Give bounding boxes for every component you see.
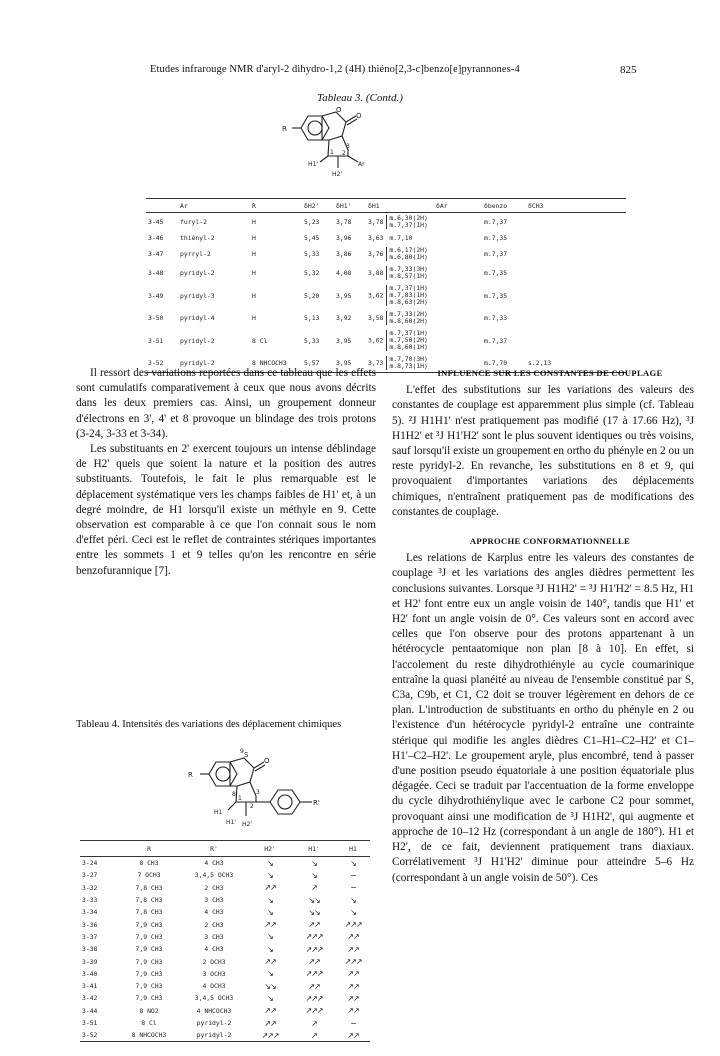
aryl-multiplets <box>386 215 427 229</box>
substituent-rp-cell: 3 OCH3 <box>202 969 226 978</box>
svg-text:O: O <box>264 757 270 765</box>
variation-h1p-cell: ↗↗↗ <box>305 993 323 1003</box>
aryl-multiplet: m.6,17(2H) <box>389 246 428 254</box>
aryl-cell: pyrryl-2 <box>180 250 211 258</box>
aryl-multiplet: m.6,30(2H) <box>389 214 428 223</box>
table-row <box>80 1017 370 1029</box>
table-row <box>146 264 626 283</box>
substituent-r-cell: 7,9 CH3 <box>135 957 163 966</box>
left-paragraph-2: Les substituants en 2' exercent toujours un intense déblindage de H2' quels que soient la nature et la position des autres substituants. Toutefois, le fait le plus remarquable est le déplacement systématique vers les champs faibles de H1' et, à un degré moindre, de H1 lorsqu'il existe un méthyle en 9. Cette observation est comparable à ce que l'on connait sous le nom d'effet péri. Ceci est le reflet de contraintes stériques importantes entre les sommets 1 et 9 telles qu'on les rencontre en série benzofurannique [7]. <box>76 443 376 577</box>
t3-col-ar: Ar <box>180 201 188 210</box>
shift-h2p-cell: 5,57 <box>304 358 320 367</box>
table-row <box>80 894 370 906</box>
shift-h1-cell <box>366 245 482 264</box>
variation-h1-cell: ↗↗ <box>347 932 359 942</box>
svg-text:O: O <box>356 112 362 120</box>
row-id: 3-36 <box>82 920 98 929</box>
substituent-rp-cell: 2 CH3 <box>204 883 224 892</box>
variation-h2p-cell: ↗↗ <box>264 957 276 967</box>
shift-h1-value: 3,62 <box>368 291 384 300</box>
aryl-cell: pyridyl-4 <box>180 314 215 322</box>
variation-h2p-cell: ↗↗ <box>264 883 276 893</box>
shift-h1-cell <box>366 309 482 328</box>
substituent-cell: H <box>252 250 256 258</box>
variation-h1p-cell: ↗↗ <box>308 957 320 967</box>
substituent-r-cell: 7,8 CH3 <box>135 896 163 905</box>
benzo-cell: m.7,35 <box>484 269 508 277</box>
variation-h1-cell: − <box>350 883 356 893</box>
row-id: 3-38 <box>82 945 98 954</box>
shift-h1-cell <box>366 232 482 245</box>
aryl-multiplet: m.7,50(2H) <box>389 336 428 344</box>
row-id: 3-41 <box>82 982 98 991</box>
substituent-cell: H <box>252 234 256 242</box>
variation-h2p-cell: ↗↗ <box>264 1006 276 1016</box>
table-row <box>80 1029 370 1042</box>
table-row <box>80 955 370 967</box>
ch3-cell: s.2,13 <box>528 358 552 367</box>
variation-h1-cell: ↗↗ <box>347 993 359 1003</box>
aryl-multiplet: m.7,10 <box>389 234 413 242</box>
variation-h1-cell: − <box>350 1018 356 1028</box>
shift-h2p-cell: 5,33 <box>304 336 320 345</box>
shift-h1-cell <box>366 264 482 283</box>
t3-col-r: R <box>252 201 256 210</box>
aryl-cell: pyridyl-2 <box>180 336 215 345</box>
aryl-multiplet: m.6,80(1H) <box>389 253 428 261</box>
row-id: 3-32 <box>82 883 98 892</box>
variation-h1-cell: ↗↗ <box>347 1006 359 1016</box>
t4-col-h1p: H1' <box>308 844 320 853</box>
shift-h1-value: 3,73 <box>368 358 384 367</box>
svg-text:S: S <box>244 751 249 759</box>
row-id: 3-39 <box>82 957 98 966</box>
shift-h1-value: 3,62 <box>368 336 384 345</box>
substituent-r-cell: 7,9 CH3 <box>135 969 163 978</box>
t4-label-r: R <box>188 771 193 779</box>
substituent-rp-cell: pyridyl-2 <box>196 1031 232 1040</box>
left-paragraph-1: Il ressort des variations reportées dans ce tableau que les effets sont cumulatifs comparativement à ceux que nous avons décrits dans les deux premiers cas. Ainsi, un groupement donneur d'électrons en 3', 4' et 8 provoque un blindage des trois protons (3-24, 3-33 et 3-34). <box>76 367 376 440</box>
table-row <box>80 906 370 918</box>
t4-col-h2p: H2' <box>264 844 276 853</box>
variation-h1-cell: ↘ <box>350 858 356 868</box>
table3-structure-diagram <box>272 104 402 184</box>
ch3-cell <box>526 283 626 309</box>
shift-h1-value: 3,63 <box>368 234 384 242</box>
t3-label-h2p: H2' <box>332 171 342 178</box>
aryl-multiplet: m.8,60(2H) <box>389 317 428 325</box>
substituent-rp-cell: 3,4,5 OCH3 <box>194 994 234 1003</box>
variation-h1-cell: ↗↗ <box>347 981 359 991</box>
substituent-rp-cell: 4 CH3 <box>204 908 224 917</box>
variation-h1-cell: ↗↗ <box>347 969 359 979</box>
t3-col-ar-shift: δAr <box>436 201 448 210</box>
variation-h1-cell: ↗↗↗ <box>344 957 362 967</box>
shift-h1p-cell: 3,78 <box>336 218 352 227</box>
substituent-rp-cell: 2 CH3 <box>204 920 224 929</box>
variation-h2p-cell: ↘ <box>267 895 273 905</box>
shift-h1-value: 3,78 <box>368 218 384 227</box>
section-title-couplage: INFLUENCE SUR LES CONSTANTES DE COUPLAGE <box>437 368 663 378</box>
variation-h2p-cell: ↘ <box>267 858 273 868</box>
shift-h1-value: 3,88 <box>368 269 384 277</box>
ch3-cell <box>526 264 626 283</box>
variation-h1p-cell: ↘ <box>311 870 317 880</box>
substituent-rp-cell: 3,4,5 OCH3 <box>194 871 234 880</box>
variation-h1-cell: ↗↗ <box>347 944 359 954</box>
benzo-cell: m.7,35 <box>484 291 508 300</box>
benzo-cell: m.7,37 <box>484 336 508 345</box>
variation-h1p-cell: ↘↘ <box>308 895 320 905</box>
aryl-multiplet: m.7,37(1H) <box>389 221 428 230</box>
row-id: 3-52 <box>82 1031 98 1040</box>
variation-h2p-cell: ↗↗ <box>264 1018 276 1028</box>
row-id: 3-51 <box>148 336 164 345</box>
t3-label-1: 1 <box>330 149 334 156</box>
table-row <box>80 943 370 955</box>
row-id: 3-47 <box>148 250 164 258</box>
benzo-cell: m.7,70 <box>484 358 508 367</box>
shift-h2p-cell: 5,23 <box>304 218 320 227</box>
aryl-cell: pyridyl-3 <box>180 291 215 300</box>
substituent-r-cell: 8 NO2 <box>139 1006 159 1015</box>
shift-h1p-cell: 3,95 <box>336 291 352 300</box>
row-id: 3-34 <box>82 908 98 917</box>
ch3-cell <box>526 213 626 232</box>
section-title-conformation: APPROCHE CONFORMATIONNELLE <box>469 536 631 547</box>
substituent-rp-cell: 4 CH3 <box>204 859 224 868</box>
table-row <box>80 857 370 870</box>
t4-label-h2p: H2' <box>242 821 252 828</box>
t4-col-rp: R' <box>210 844 218 853</box>
t4-label-h1: H1 <box>214 809 223 816</box>
shift-h1p-cell: 3,96 <box>336 234 352 242</box>
t4-label-2: 2 <box>250 803 254 810</box>
aryl-multiplet: m.7,83(1H) <box>389 291 428 299</box>
t3-label-2: 2 <box>342 150 346 157</box>
variation-h2p-cell: ↘↘ <box>264 981 276 991</box>
row-id: 3-51 <box>82 1019 98 1027</box>
t4-label-rp: R' <box>313 799 320 807</box>
row-id: 3-40 <box>82 969 98 978</box>
substituent-rp-cell: pyridyl-2 <box>196 1019 232 1027</box>
table-row <box>80 980 370 992</box>
aryl-multiplet: m.7,70(3H) <box>389 354 428 363</box>
t3-label-h1p: H1' <box>308 161 318 168</box>
substituent-rp-cell: 3 CH3 <box>204 932 224 941</box>
shift-h2p-cell: 5,45 <box>304 234 320 242</box>
shift-h1p-cell: 3,95 <box>336 358 352 367</box>
variation-h1p-cell: ↗↗ <box>308 981 320 991</box>
row-id: 3-45 <box>148 218 164 227</box>
substituent-cell: H <box>252 269 256 277</box>
variation-h1p-cell: ↗↗↗ <box>305 1006 323 1016</box>
variation-h1-cell: ↗↗↗ <box>344 920 362 930</box>
ch3-cell <box>526 232 626 245</box>
row-id: 3-42 <box>82 994 98 1003</box>
benzo-cell: m.7,37 <box>484 218 508 227</box>
shift-h1-value: 3,76 <box>368 250 384 258</box>
row-id: 3-52 <box>148 358 164 367</box>
row-id: 3-49 <box>148 291 164 300</box>
t4-label-9: 9 <box>240 748 244 755</box>
variation-h2p-cell: ↘ <box>267 907 273 917</box>
substituent-cell: H <box>252 314 256 322</box>
variation-h1p-cell: ↗ <box>311 883 317 893</box>
table-row <box>146 283 626 309</box>
variation-h1-cell: ↘ <box>350 895 356 905</box>
variation-h2p-cell: ↗↗ <box>264 920 276 930</box>
substituent-cell: H <box>252 218 256 227</box>
shift-h1p-cell: 3,86 <box>336 250 352 258</box>
substituent-rp-cell: 2 OCH3 <box>202 957 226 966</box>
aryl-cell: thiényl-2 <box>180 234 215 242</box>
table4-caption: Tableau 4. Intensités des variations des déplacement chimiques <box>76 719 342 730</box>
substituent-r-cell: 7,9 CH3 <box>135 994 163 1003</box>
left-column <box>76 366 376 579</box>
aryl-multiplets <box>386 266 427 280</box>
table4 <box>80 840 370 1042</box>
row-id: 3-50 <box>148 314 164 322</box>
shift-h1-value: 3,58 <box>368 314 384 322</box>
substituent-r-cell: 7,8 CH3 <box>135 908 163 917</box>
ch3-cell <box>526 328 626 354</box>
variation-h2p-cell: ↘ <box>267 870 273 880</box>
substituent-r-cell: 7,9 CH3 <box>135 945 163 954</box>
variation-h1-cell: ↘ <box>350 907 356 917</box>
row-id: 3-48 <box>148 269 164 277</box>
substituent-r-cell: 8 CH3 <box>139 859 159 868</box>
right-paragraph-1: L'effet des substitutions sur les variations des valeurs des constantes de couplage est apparemment plus simple (cf. Tableau 5). ²J H1H1' n'est pratiquement pas modifié (17 à 17.66 Hz), ³J H1H2' et ³J H1'H2' sont le plus souvent identiques ou très voisins, sauf lorsqu'il existe un groupement en ortho du phényle en 2 ou un reste pyridyl-2. En revanche, les substitutions en 8 et 9, qui provoquaient d'importantes variations des déplacements chimiques, n'entraînent pratiquement pas de modifications des constantes de couplage. <box>392 384 694 518</box>
shift-h2p-cell: 5,13 <box>304 314 320 322</box>
row-id: 3-27 <box>82 871 98 880</box>
aryl-cell: pyridyl-2 <box>180 269 215 277</box>
shift-h1p-cell: 3,95 <box>336 336 352 345</box>
table-row <box>80 968 370 980</box>
aryl-multiplets <box>386 330 427 351</box>
table-row <box>80 1005 370 1017</box>
shift-h2p-cell: 5,33 <box>304 250 320 258</box>
variation-h1p-cell: ↗↗ <box>308 920 320 930</box>
shift-h2p-cell: 5,20 <box>304 291 320 300</box>
t4-label-1: 1 <box>238 795 242 802</box>
variation-h1-cell: − <box>350 870 356 880</box>
variation-h1p-cell: ↗ <box>311 1030 317 1040</box>
substituent-cell: 8 Cl <box>252 336 268 345</box>
t3-col-ch3: δCH3 <box>528 201 544 210</box>
aryl-multiplet: m.7,33(3H) <box>389 265 428 273</box>
shift-h1-cell <box>366 213 482 232</box>
variation-h1p-cell: ↘ <box>311 858 317 868</box>
substituent-r-cell: 7,8 CH3 <box>135 883 163 892</box>
shift-h1-cell <box>366 328 482 354</box>
table-row <box>146 328 626 354</box>
table4-structure-diagram <box>180 746 350 836</box>
variation-h2p-cell: ↘ <box>267 932 273 942</box>
substituent-r-cell: 7,9 CH3 <box>135 982 163 991</box>
table4-header-row <box>80 841 370 857</box>
t4-col-r: R <box>147 844 151 853</box>
variation-h1p-cell: ↘↘ <box>308 907 320 917</box>
t3-col-h1: δH1 <box>368 201 380 210</box>
variation-h2p-cell: ↘ <box>267 944 273 954</box>
benzo-cell: m.7,33 <box>484 314 508 322</box>
aryl-multiplet: m.8,60(1H) <box>389 343 428 351</box>
shift-h1p-cell: 3,92 <box>336 314 352 322</box>
benzo-cell: m.7,37 <box>484 250 508 258</box>
row-id: 3-37 <box>82 932 98 941</box>
aryl-multiplet: m.8,63(2H) <box>389 298 428 306</box>
ch3-cell <box>526 245 626 264</box>
aryl-multiplets <box>386 285 427 306</box>
t4-label-8: 8 <box>232 791 236 798</box>
substituent-rp-cell: 4 NHCOCH3 <box>196 1006 232 1015</box>
variation-h1-cell: ↗↗ <box>347 1030 359 1040</box>
table-row <box>146 232 626 245</box>
substituent-r-cell: 8 NHCOCH3 <box>131 1031 167 1040</box>
variation-h1p-cell: ↗↗↗ <box>305 932 323 942</box>
aryl-multiplets <box>386 247 427 261</box>
aryl-multiplet: m.7,37(1H) <box>389 284 428 292</box>
row-id: 3-46 <box>148 234 164 242</box>
table-row <box>146 213 626 232</box>
svg-text:O: O <box>336 106 342 114</box>
t3-label-ar: Ar <box>358 161 365 168</box>
page-number: 825 <box>620 64 637 76</box>
substituent-rp-cell: 4 OCH3 <box>202 982 226 991</box>
variation-h2p-cell: ↘ <box>267 993 273 1003</box>
shift-h1p-cell: 4,08 <box>336 269 352 277</box>
substituent-r-cell: 7 OCH3 <box>137 871 161 880</box>
t3-col-h2p: δH2' <box>304 201 320 210</box>
substituent-cell: 8 NHCOCH3 <box>252 358 287 367</box>
benzo-cell: m.7,35 <box>484 234 508 242</box>
variation-h2p-cell: ↘ <box>267 969 273 979</box>
substituent-rp-cell: 4 CH3 <box>204 945 224 954</box>
t4-label-h1p: H1' <box>226 819 236 826</box>
aryl-multiplets <box>386 311 427 325</box>
t3-col-benzo: δbenzo <box>484 201 508 210</box>
substituent-rp-cell: 3 CH3 <box>204 896 224 905</box>
running-header: Etudes infrarouge NMR d'aryl-2 dihydro-1,2 (4H) thiéno[2,3-c]benzo[e]pyrannones-4 <box>150 64 520 75</box>
table3-header-row <box>146 199 626 213</box>
aryl-multiplet: m.7,33(2H) <box>389 310 428 318</box>
shift-h2p-cell: 5,32 <box>304 269 320 277</box>
t4-col-h1: H1 <box>349 844 357 853</box>
table-row <box>80 931 370 943</box>
table-row <box>146 309 626 328</box>
variation-h1p-cell: ↗ <box>311 1018 317 1028</box>
ch3-cell <box>526 309 626 328</box>
right-paragraph-2: Les relations de Karplus entre les valeurs des constantes de couplage ³J et les variations des angles dièdres permettent les conclusions suivantes. Lorsque ³J H1H2' = ³J H1'H2' = 8.5 Hz, H1 et H2' font entre eux un angle voisin de 140°, tandis que H1' et H2' font un angle voisin de 0°. Ces valeurs sont en accord avec celles que l'on observe pour des protons appartenant à un hétérocycle pentaatomique non plan [8 à 10]. En effet, si l'accolement du reste dihydrothiényle au cycle coumarinique entraîne la quasi planéité au niveau de l'ensemble constitué par S, C3a, C9b, et C1, C2 doit se trouver légèrement en dehors de ce plan. L'introduction de substituants en ortho du phényle en 2 ou l'existence d'un hétérocycle pyridyl-2 entraîne une contrainte stérique qui modifie les angles dièdres C1–H1–C2–H2' et C1–H1'–C2–H2'. Le groupement aryle, plus encombré, tend à passer d'une position pseudo équatoriale à une position équatoriale plus dégagée. Ceci se traduit par l'accentuation de la forme enveloppe du cycle dihydrothiénylique avec le carbone C2 pour sommet, provoquant ainsi une modification de ³J H1H2', qui augmente et approche de 10–12 Hz (correspondant à un angle de 180°). H1 et H2', de ce fait, deviennent pratiquement trans diaxiaux. Corrélativement ³J H1'H2' diminue pour atteindre 5–6 Hz (correspondant à un angle voisin de 50°). Ces <box>392 552 694 884</box>
shift-h1-cell <box>366 283 482 309</box>
t4-label-3: 3 <box>256 789 260 796</box>
table-row <box>80 992 370 1004</box>
variation-h1p-cell: ↗↗↗ <box>305 944 323 954</box>
row-id: 3-44 <box>82 1006 98 1015</box>
table-row <box>80 869 370 881</box>
table-row <box>80 918 370 930</box>
substituent-r-cell: 7,9 CH3 <box>135 920 163 929</box>
aryl-multiplet: m.8,73(1H) <box>389 361 428 370</box>
t3-col-h1p: δH1' <box>336 201 352 210</box>
row-id: 3-24 <box>82 859 98 868</box>
variation-h1p-cell: ↗↗↗ <box>305 969 323 979</box>
substituent-r-cell: 8 Cl <box>141 1019 157 1027</box>
t3-label-3: 3 <box>346 143 350 150</box>
substituent-cell: H <box>252 291 256 300</box>
table3-title: Tableau 3. (Contd.) <box>317 92 403 104</box>
aryl-multiplet: m.7,37(1H) <box>389 329 428 337</box>
table-row <box>146 245 626 264</box>
aryl-cell: furyl-2 <box>180 218 207 227</box>
row-id: 3-33 <box>82 896 98 905</box>
substituent-r-cell: 7,9 CH3 <box>135 932 163 941</box>
table3 <box>146 198 626 373</box>
aryl-cell: pyridyl-2 <box>180 358 215 367</box>
aryl-multiplet: m.8,57(1H) <box>389 272 428 280</box>
t3-label-r: R <box>282 125 287 133</box>
table-row <box>80 882 370 894</box>
right-column <box>392 366 694 886</box>
variation-h2p-cell: ↗↗↗ <box>261 1030 279 1040</box>
